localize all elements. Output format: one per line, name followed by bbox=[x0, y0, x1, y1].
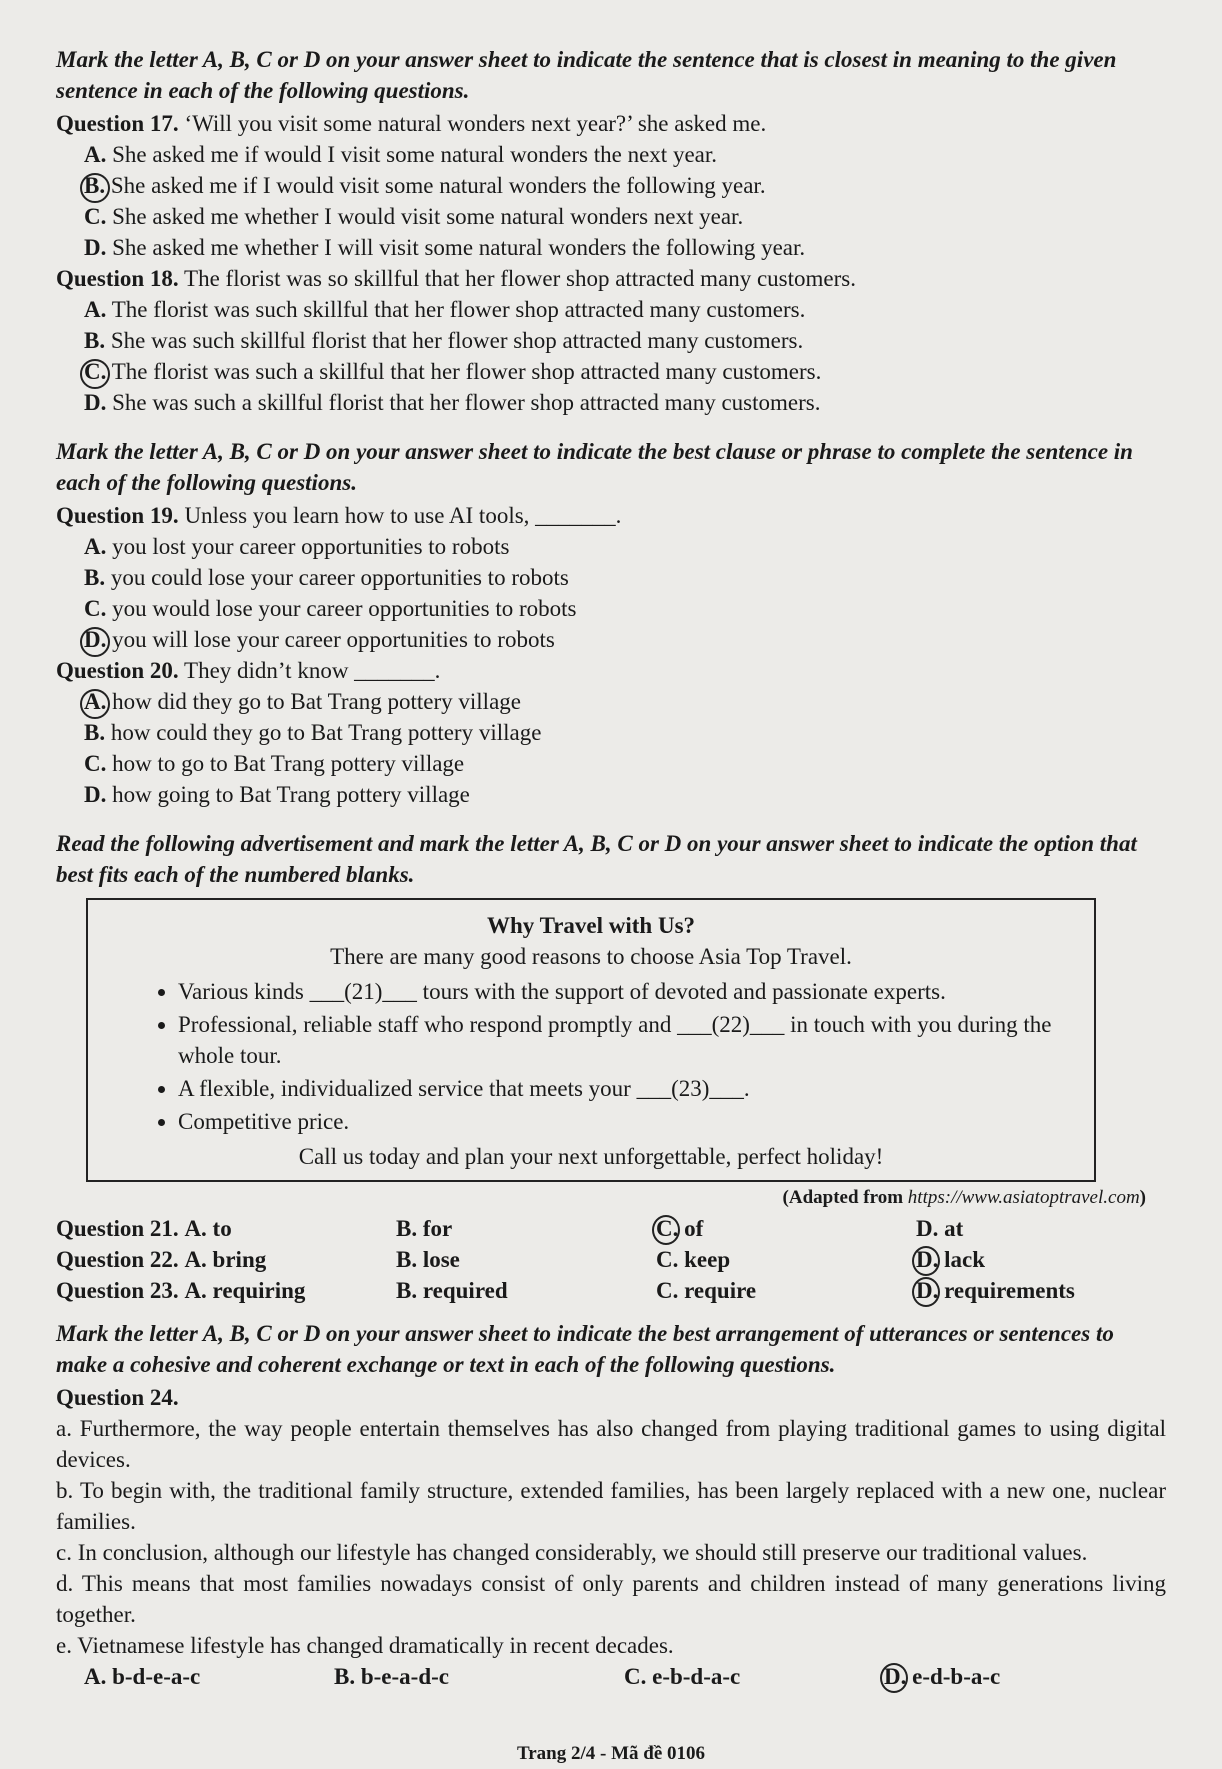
question-24-option-a bbox=[84, 1661, 334, 1692]
question-text: Unless you learn how to use AI tools, _______. bbox=[184, 503, 622, 528]
option-d bbox=[84, 779, 1166, 810]
sentence-b: b. To begin with, the traditional family structure, extended families, has been largely replaced with a new one, nuclear families. bbox=[56, 1478, 1166, 1534]
question-label: Question 17. bbox=[56, 111, 179, 136]
sentence-c: c. In conclusion, although our lifestyle has changed considerably, we should still preserve our traditional values. bbox=[56, 1540, 1088, 1565]
question-22-option-c bbox=[656, 1244, 916, 1275]
option-c bbox=[84, 748, 1166, 779]
option-letter: D. bbox=[84, 627, 107, 652]
section-instruction: Mark the letter A, B, C or D on your answer sheet to indicate the best arrangement of utterances or sentences to make a cohesive and coherent exchange or text in each of the following questions. bbox=[56, 1321, 1114, 1377]
option-text: She asked me if I would visit some natural wonders the following year. bbox=[110, 173, 766, 198]
answer-circle bbox=[80, 359, 110, 389]
question-18 bbox=[56, 263, 1166, 294]
option-text: you would lose your career opportunities to robots bbox=[112, 596, 577, 621]
question-21-option-c bbox=[656, 1213, 916, 1244]
question-label: Question 24. bbox=[56, 1385, 179, 1410]
option-letter: D. bbox=[84, 235, 107, 260]
option-c bbox=[84, 356, 1166, 387]
sentence-d: d. This means that most families nowadays consist of only parents and children instead of many generations living together. bbox=[56, 1571, 1166, 1627]
question-23-option-a bbox=[56, 1275, 396, 1306]
option-letter: B. bbox=[84, 565, 106, 590]
question-21-option-b bbox=[396, 1213, 656, 1244]
question-22-option-b bbox=[396, 1244, 656, 1275]
option-text: The florist was such a skillful that her flower shop attracted many customers. bbox=[111, 359, 822, 384]
question-22 bbox=[56, 1244, 1166, 1275]
question-23-option-c bbox=[656, 1275, 916, 1306]
question-label: Question 22. bbox=[56, 1247, 179, 1272]
option-text: B. for bbox=[396, 1216, 453, 1241]
option-a bbox=[84, 531, 1166, 562]
option-letter: C. bbox=[84, 596, 107, 621]
ad-bullet: • Professional, reliable staff who respond promptly and ___(22)___ in touch with you during the whole tour. bbox=[178, 1009, 1074, 1071]
sentence-a: a. Furthermore, the way people entertain themselves has also changed from playing traditional games to using digital devices. bbox=[56, 1416, 1166, 1472]
option-text: you could lose your career opportunities to robots bbox=[110, 565, 569, 590]
source-prefix: (Adapted from bbox=[782, 1187, 908, 1208]
option-d bbox=[84, 624, 1166, 655]
question-23 bbox=[56, 1275, 1166, 1306]
question-text: They didn’t know _______. bbox=[184, 658, 441, 683]
option-text: The florist was such skillful that her flower shop attracted many customers. bbox=[111, 297, 806, 322]
option-b bbox=[84, 325, 1166, 356]
question-21-option-a bbox=[56, 1213, 396, 1244]
option-c bbox=[84, 201, 1166, 232]
option-text: B. b-e-a-d-c bbox=[334, 1664, 449, 1689]
option-text: how could they go to Bat Trang pottery village bbox=[110, 720, 542, 745]
answer-circle bbox=[80, 689, 110, 719]
option-letter: B. bbox=[84, 720, 106, 745]
option-text: C. e-b-d-a-c bbox=[624, 1664, 741, 1689]
option-text: B. required bbox=[396, 1278, 508, 1303]
question-label: Question 19. bbox=[56, 503, 179, 528]
option-letter: C. bbox=[84, 204, 107, 229]
option-letter: A. bbox=[84, 689, 107, 714]
option-text: A. requiring bbox=[184, 1278, 306, 1303]
option-letter: A. bbox=[84, 142, 107, 167]
ad-bullet-list bbox=[108, 976, 1074, 1137]
option-c bbox=[84, 593, 1166, 624]
option-d bbox=[84, 387, 1166, 418]
answer-circle bbox=[80, 627, 110, 657]
question-21 bbox=[56, 1213, 1166, 1244]
option-letter: C. bbox=[84, 359, 107, 384]
question-17 bbox=[56, 108, 1166, 139]
question-24-options bbox=[84, 1661, 1166, 1692]
option-text: D. at bbox=[916, 1216, 964, 1241]
option-a bbox=[84, 139, 1166, 170]
option-letter: D. bbox=[84, 390, 107, 415]
option-text: B. lose bbox=[396, 1247, 460, 1272]
advertisement-box bbox=[86, 898, 1096, 1182]
option-text: how did they go to Bat Trang pottery village bbox=[112, 689, 521, 714]
question-22-option-d bbox=[916, 1244, 1176, 1275]
option-text: how going to Bat Trang pottery village bbox=[112, 782, 470, 807]
option-b bbox=[84, 562, 1166, 593]
question-19 bbox=[56, 500, 1166, 531]
section-instruction: Read the following advertisement and mark the letter A, B, C or D on your answer sheet to indicate the option that best fits each of the numbered blanks. bbox=[56, 831, 1137, 887]
option-letter: A. bbox=[84, 534, 107, 559]
question-23-option-b bbox=[396, 1275, 656, 1306]
question-text: The florist was so skillful that her flower shop attracted many customers. bbox=[184, 266, 856, 291]
question-24-option-b bbox=[334, 1661, 624, 1692]
option-text: C. require bbox=[656, 1278, 757, 1303]
question-24 bbox=[56, 1382, 1166, 1413]
ad-bullet: • Various kinds ___(21)___ tours with the support of devoted and passionate experts. bbox=[178, 976, 1074, 1007]
question-22-option-a bbox=[56, 1244, 396, 1275]
option-text: D. e-d-b-a-c bbox=[884, 1664, 1001, 1689]
source-citation bbox=[56, 1182, 1146, 1213]
question-label: Question 21. bbox=[56, 1216, 179, 1241]
option-text: She asked me whether I would visit some natural wonders next year. bbox=[112, 204, 744, 229]
section-instruction: Mark the letter A, B, C or D on your answer sheet to indicate the sentence that is closest in meaning to the given sentence in each of the following questions. bbox=[56, 47, 1117, 103]
question-21-option-d bbox=[916, 1213, 1176, 1244]
option-d bbox=[84, 232, 1166, 263]
ad-intro: There are many good reasons to choose Asia Top Travel. bbox=[330, 944, 852, 969]
page-footer: Trang 2/4 - Mã đề 0106 bbox=[516, 1743, 706, 1764]
option-letter: D. bbox=[84, 782, 107, 807]
question-label: Question 18. bbox=[56, 266, 179, 291]
option-text: She was such a skillful florist that her flower shop attracted many customers. bbox=[112, 390, 821, 415]
option-a bbox=[84, 686, 1166, 717]
question-text: ‘Will you visit some natural wonders next year?’ she asked me. bbox=[184, 111, 767, 136]
option-text: She asked me whether I will visit some natural wonders the following year. bbox=[112, 235, 806, 260]
ad-title: Why Travel with Us? bbox=[486, 913, 696, 938]
option-text: A. to bbox=[184, 1216, 232, 1241]
option-letter: A. bbox=[84, 297, 107, 322]
option-text: She was such skillful florist that her flower shop attracted many customers. bbox=[110, 328, 804, 353]
exam-page bbox=[56, 40, 1166, 1692]
option-letter: B. bbox=[84, 328, 106, 353]
option-b bbox=[84, 170, 1166, 201]
ad-bullet: • A flexible, individualized service that meets your ___(23)___. bbox=[178, 1073, 1074, 1104]
source-url: https://www.asiatoptravel.com bbox=[907, 1187, 1140, 1208]
option-text: A. bring bbox=[184, 1247, 267, 1272]
ad-closing: Call us today and plan your next unforgettable, perfect holiday! bbox=[298, 1144, 884, 1169]
question-20 bbox=[56, 655, 1166, 686]
ad-bullet: • Competitive price. bbox=[178, 1106, 1074, 1137]
option-text: She asked me if would I visit some natural wonders the next year. bbox=[112, 142, 718, 167]
question-24-option-d bbox=[884, 1661, 1144, 1692]
source-suffix: ) bbox=[1139, 1187, 1146, 1208]
option-text: you lost your career opportunities to robots bbox=[112, 534, 510, 559]
option-a bbox=[84, 294, 1166, 325]
question-label: Question 23. bbox=[56, 1278, 179, 1303]
option-text: how to go to Bat Trang pottery village bbox=[112, 751, 465, 776]
option-text: C. keep bbox=[656, 1247, 731, 1272]
answer-circle bbox=[80, 173, 110, 203]
option-b bbox=[84, 717, 1166, 748]
option-letter: C. bbox=[84, 751, 107, 776]
question-23-option-d bbox=[916, 1275, 1176, 1306]
option-text: C. of bbox=[656, 1216, 704, 1241]
option-letter: B. bbox=[84, 173, 106, 198]
question-24-option-c bbox=[624, 1661, 884, 1692]
option-text: A. b-d-e-a-c bbox=[84, 1664, 201, 1689]
sentence-e: e. Vietnamese lifestyle has changed dramatically in recent decades. bbox=[56, 1633, 674, 1658]
section-instruction: Mark the letter A, B, C or D on your answer sheet to indicate the best clause or phrase to complete the sentence in each of the following questions. bbox=[56, 439, 1133, 495]
option-text: D. lack bbox=[916, 1247, 985, 1272]
option-text: you will lose your career opportunities to robots bbox=[112, 627, 555, 652]
option-text: D. requirements bbox=[916, 1278, 1075, 1303]
question-label: Question 20. bbox=[56, 658, 179, 683]
